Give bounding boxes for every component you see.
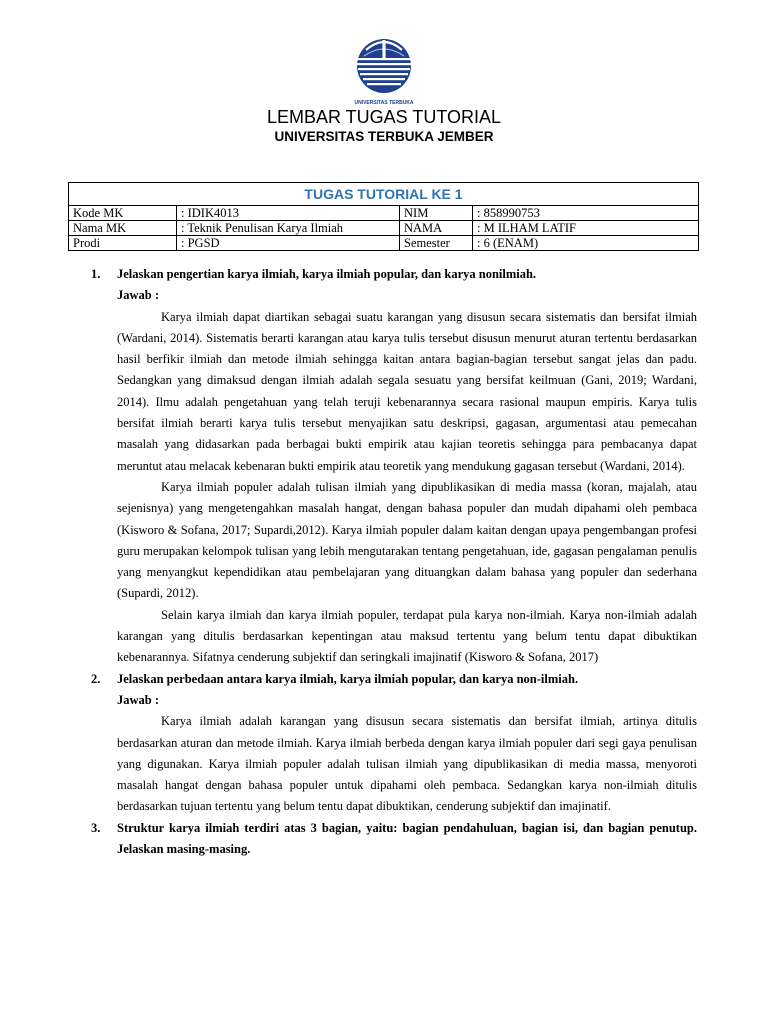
field-value-nim: : 858990753 (473, 206, 699, 221)
answer-paragraph: Karya ilmiah dapat diartikan sebagai suatu karangan yang disusun secara sistematis dan bersifat ilmiah (Wardani, 2014). Sistematis berarti karangan atau karya tulis tersebut disusun menurut aturan tertentu berdasarkan hasil berfikir ilmiah dan metode ilmiah sehingga kaitan antara bagian-bagian tersebut sangat jelas dan padu. Sedangkan yang dimaksud dengan ilmiah adalah segala sesuatu yang bersifat keilmuan (Gani, 2019; Wardani, 2014). Ilmu adalah pengetahuan yang telah teruji kebenarannya secara rasional maupun empiris. Karya tulis bersifat ilmiah berarti karya tulis tersebut menyajikan satu deskripsi, gagasan, argumentasi atau pemecahan masalah yang didasarkan pada berbagai bukti empirik atau kajian teoretis sehingga para pembacanya dapat meruntut atau melacak kebenaran bukti empirik atau teoretik yang mendukung gagasan tersebut (Wardani, 2014). (117, 309, 697, 473)
field-value-semester: : 6 (ENAM) (473, 236, 699, 251)
document-body (91, 264, 697, 860)
field-value-nama: : M ILHAM LATIF (473, 221, 699, 236)
field-label-nim: NIM (400, 206, 473, 221)
page-title: LEMBAR TUGAS TUTORIAL (266, 107, 502, 127)
question-number: 3. (91, 820, 101, 835)
question-number: 1. (91, 267, 101, 281)
field-label-kode-mk: Kode MK (69, 206, 177, 221)
field-label-nama-mk: Nama MK (69, 221, 177, 236)
question-number: 2. (91, 671, 101, 686)
question-3 (91, 818, 697, 861)
field-value-prodi: : PGSD (177, 236, 400, 251)
answer-paragraph: Selain karya ilmiah dan karya ilmiah populer, terdapat pula karya non-ilmiah. Karya non-ilmiah adalah karangan yang ditulis berdasarkan kepentingan atau maksud tertentu yang belum tentu dapat dibuktikan kebenarannya. Sifatnya cenderung subjektif dan seringkali imajinatif (Kisworo & Sofana, 2017) (117, 607, 697, 665)
question-1 (91, 264, 697, 285)
table-row (69, 236, 699, 251)
field-value-nama-mk: : Teknik Penulisan Karya Ilmiah (177, 221, 400, 236)
answer-paragraph: Karya ilmiah adalah karangan yang disusun secara sistematis dan bersifat ilmiah, artinya ditulis berdasarkan aturan dan metode ilmiah. Karya ilmiah berbeda dengan karya ilmiah populer dari segi gaya penulisan yang digunakan. Karya ilmiah populer adalah tulisan ilmiah yang dipublikasikan di media massa, menyoroti masalah hangat dengan bahasa populer untuk dipahami oleh pembaca. Sedangkan karya non-ilmiah ditulis berdasarkan tujuan tertentu yang belum tentu dapat dibuktikan, cenderung subjektif dan imajinatif. (117, 714, 697, 814)
question-2 (91, 669, 697, 690)
field-value-kode-mk: : IDIK4013 (177, 206, 400, 221)
answer-label: Jawab : (117, 692, 160, 707)
page-subtitle: UNIVERSITAS TERBUKA JEMBER (274, 129, 494, 144)
field-label-nama: NAMA (400, 221, 473, 236)
table-row (69, 206, 699, 221)
university-logo (352, 36, 416, 110)
answer-paragraph: Karya ilmiah populer adalah tulisan ilmiah yang dipublikasikan di media massa (koran, majalah, atau sejenisnya) yang mengetengahkan masalah hangat, dengan bahasa populer dan mudah dipahami oleh pembaca (Kisworo & Sofana, 2017; Supardi,2012). Karya ilmiah populer dalam kaitan dengan upaya pengembangan profesi guru merupakan kelompok tulisan yang lebih mengutarakan tentang pengetahuan, ide, gagasan pengalaman penulis yang menyangkut kependidikan atau pembelajaran yang dituangkan dalam bahasa yang populer dan sederhana (Supardi, 2012). (117, 479, 697, 601)
answer-label: Jawab : (117, 288, 160, 303)
field-label-prodi: Prodi (69, 236, 177, 251)
question-text: Jelaskan pengertian karya ilmiah, karya ilmiah popular, dan karya nonilmiah. (117, 267, 537, 281)
assignment-info-table (68, 182, 699, 251)
assignment-title: TUGAS TUTORIAL KE 1 (69, 183, 699, 206)
field-label-semester: Semester (400, 236, 473, 251)
table-row (69, 221, 699, 236)
question-text: Jelaskan perbedaan antara karya ilmiah, karya ilmiah popular, dan karya non-ilmiah. (117, 671, 579, 686)
logo-caption: UNIVERSITAS TERBUKA (354, 100, 414, 106)
question-text: Struktur karya ilmiah terdiri atas 3 bagian, yaitu: bagian pendahuluan, bagian isi, dan bagian penutup. Jelaskan masing-masing. (117, 820, 697, 857)
